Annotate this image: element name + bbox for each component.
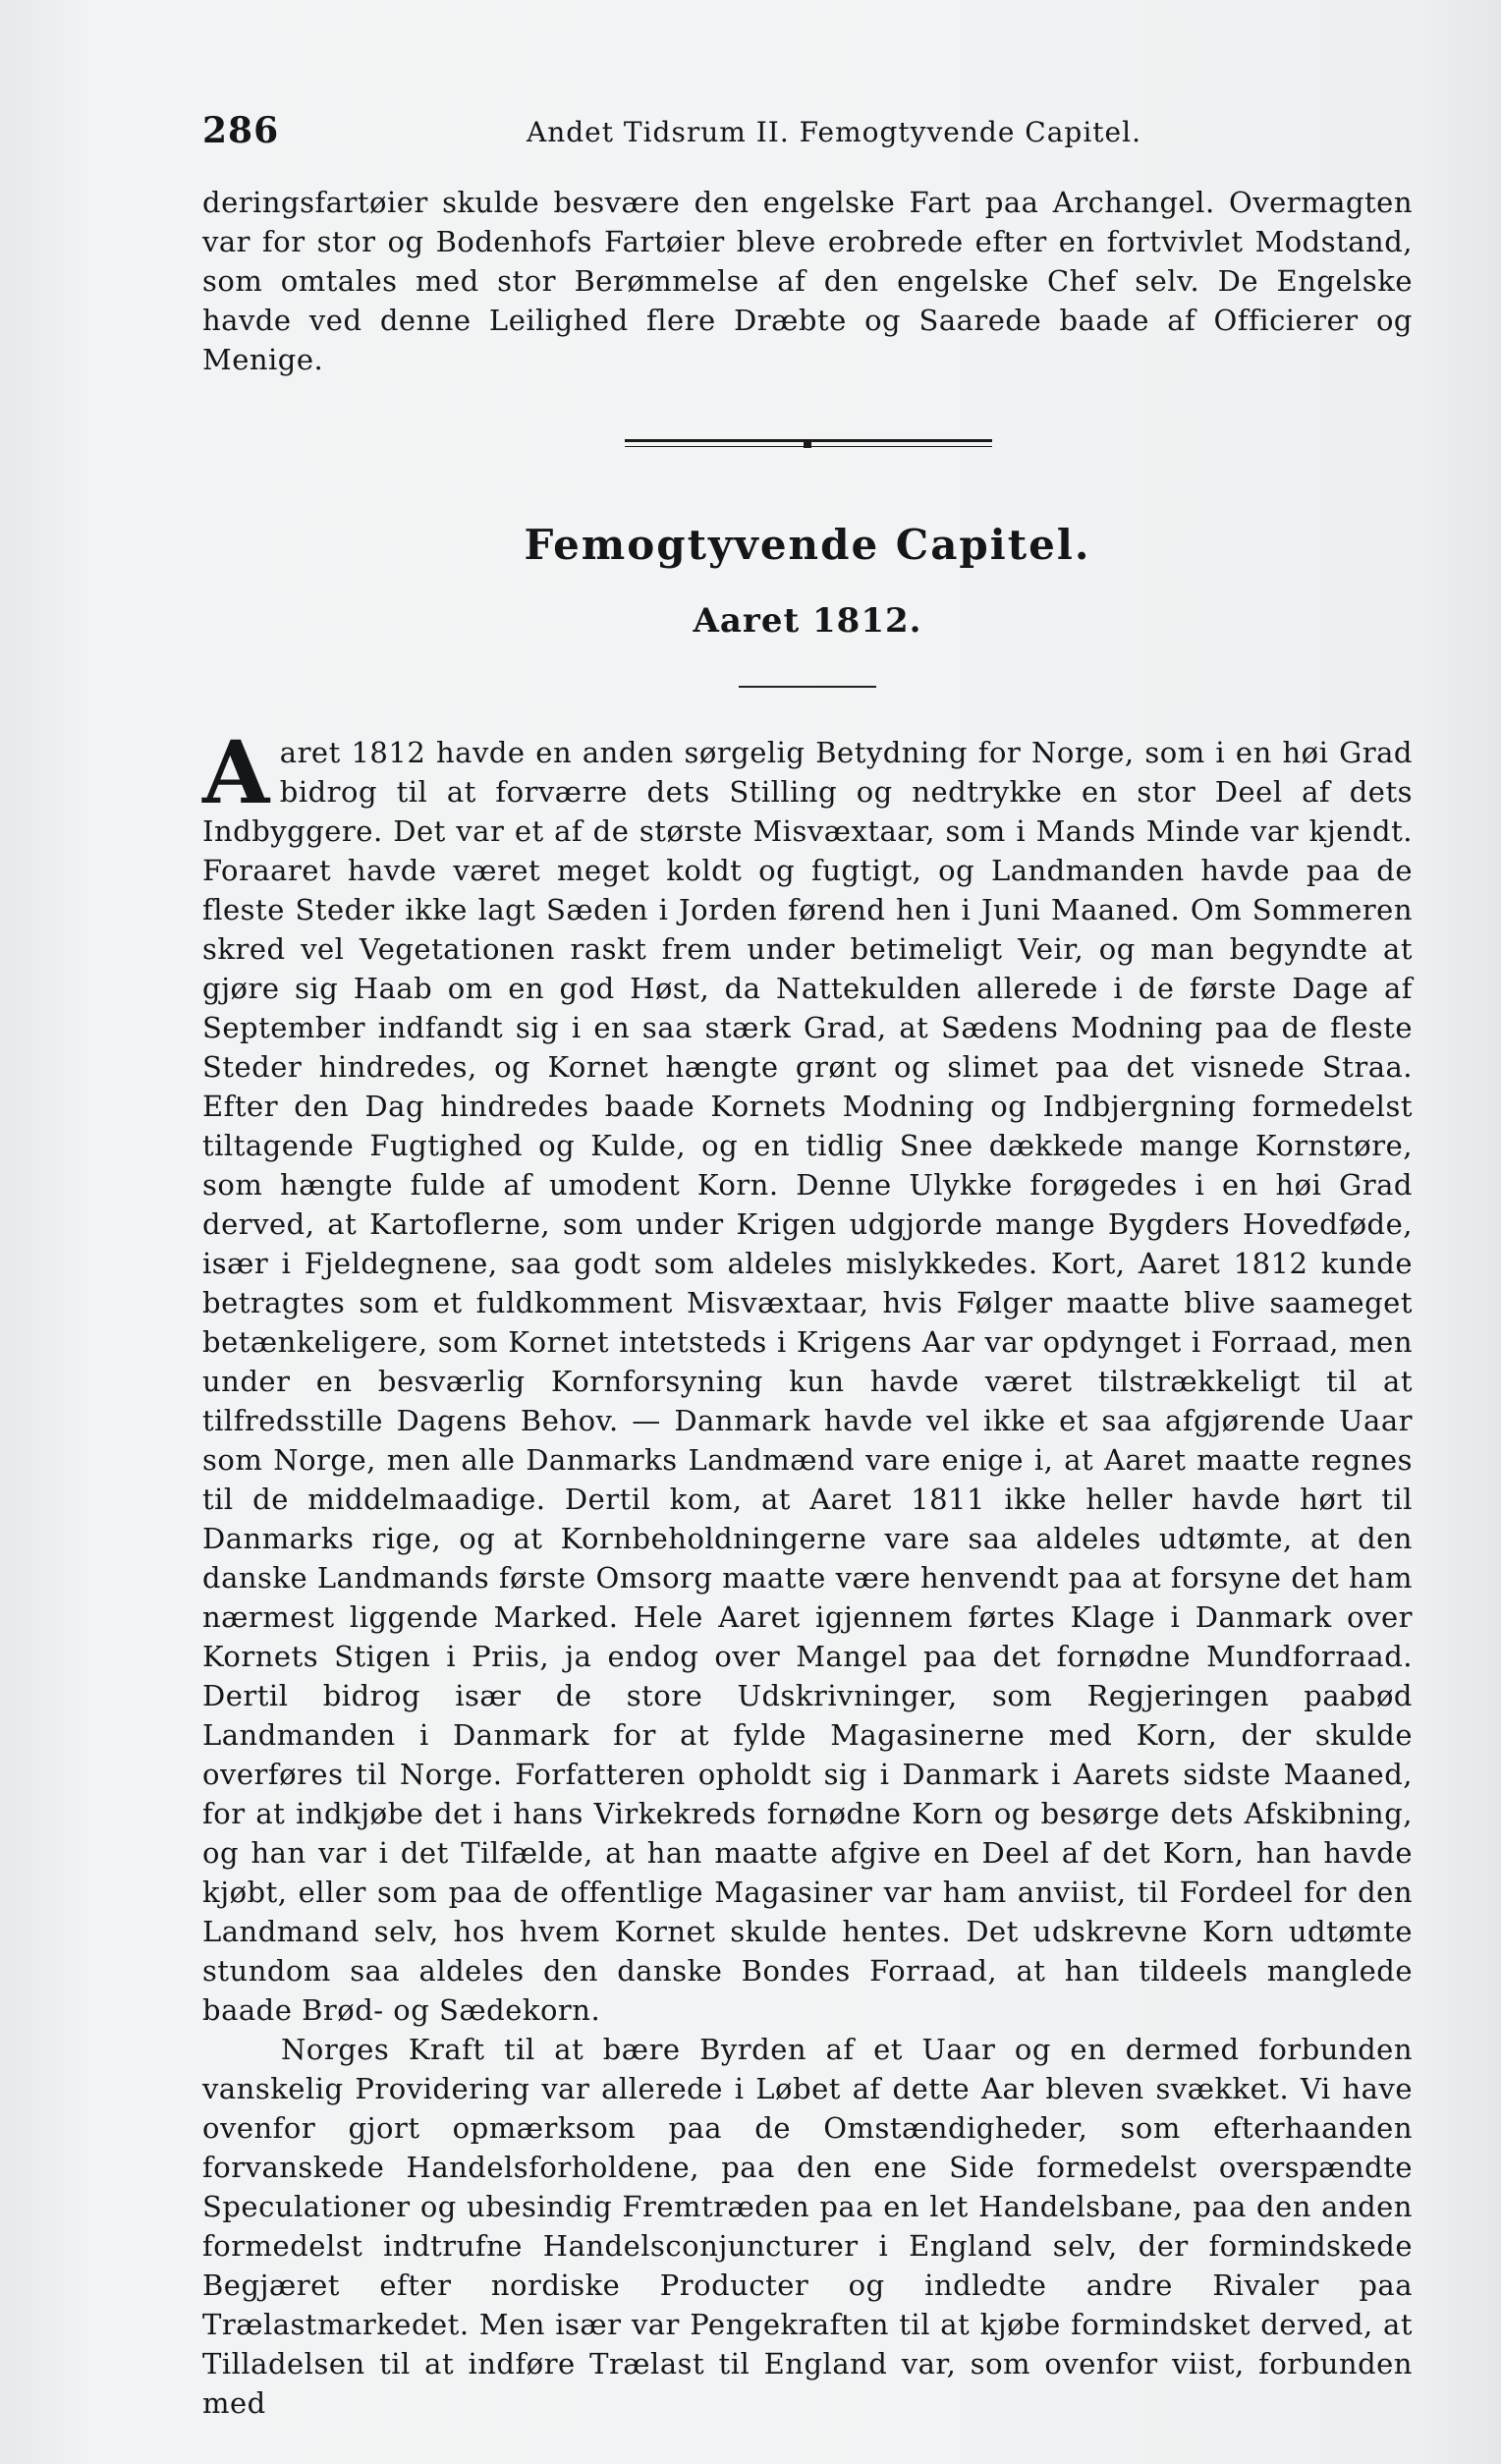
- drop-cap: A: [202, 721, 270, 823]
- chapter-body: [202, 721, 1413, 2423]
- page-header: [202, 110, 1413, 169]
- continued-paragraph: deringsfartøier skulde besvære den engelske Fart paa Archangel. Overmagten var for stor og Bodenhofs Fartøier bleve erobrede efter en fortvivlet Modstand, som omtales med stor Berømmelse af den engelske Chef selv. De Engelske havde ved denne Leilighed flere Dræbte og Saarede baade af Officierer og Menige.: [202, 186, 1413, 376]
- section-divider: [625, 439, 992, 451]
- paragraph-2: Norges Kraft til at bære Byrden af et Uaar og en dermed forbunden vanskelig Providering var allerede i Løbet af dette Aar bleven svækket. Vi have ovenfor gjort opmærksom paa de Omstændigheder, som efterhaanden forvanskede Handelsforholdene, paa den ene Side formedelst overspændte Speculationer og ubesindig Fremtræden paa en let Handelsbane, paa den anden formedelst indtrufne Handelsconjuncturer i England selv, der formindskede Begjæret efter nordiske Producter og indledte andre Rivaler paa Trælastmarkedet. Men især var Pengekraften til at kjøbe formindsket derved, at Tilladelsen til at indføre Trælast til England var, som ovenfor viist, forbunden med: [202, 2033, 1413, 2420]
- running-head: Andet Tidsrum II. Femogtyvende Capitel.: [527, 116, 1141, 148]
- paragraph-1-text: aret 1812 havde en anden sørgelig Betydning for Norge, som i en høi Grad bidrog til at forværre dets Stilling og nedtrykke en stor Deel af dets Indbyggere. Det var et af de største Misvæxtaar, som i Mands Minde var kjendt. Foraaret havde været meget koldt og fugtigt, og Landmanden havde paa de fleste Steder ikke lagt Sæden i Jorden førend hen i Juni Maaned. Om Sommeren skred vel Vegetationen raskt frem under betimeligt Veir, og man begyndte at gjøre sig Haab om en god Høst, da Nattekulden allerede i de første Dage af September indfandt sig i en saa stærk Grad, at Sædens Modning paa de fleste Steder hindredes, og Kornet hængte grønt og slimet paa det visnede Straa. Efter den Dag hindredes baade Kornets Modning og Indbjergning formedelst tiltagende Fugtighed og Kulde, og en tidlig Snee dækkede mange Kornstøre, som hængte fulde af umodent Korn. Denne Ulykke forøgedes i en høi Grad derved, at Kartoflerne, som under Krigen udgjorde mange Bygders Hovedføde, især i Fjeldegnene, saa godt som aldeles mislykkedes. Kort, Aaret 1812 kunde betragtes som et fuldkomment Misvæxtaar, hvis Følger maatte blive saameget betænkeligere, som Kornet intetsteds i Krigens Aar var opdynget i Forraad, men under en besværlig Kornforsyning kun havde været tilstrækkeligt til at tilfredsstille Dagens Behov. — Danmark havde vel ikke et saa afgjørende Uaar som Norge, men alle Danmarks Landmænd vare enige i, at Aaret maatte regnes til de middelmaadige. Dertil kom, at Aaret 1811 ikke heller havde hørt til Danmarks rige, og at Kornbeholdningerne vare saa aldeles udtømte, at den danske Landmands første Omsorg maatte være henvendt paa at forsyne det ham nærmest liggende Marked. Hele Aaret igjennem førtes Klage i Danmark over Kornets Stigen i Priis, ja endog over Mangel paa det fornødne Mundforraad. Dertil bidrog især de store Udskrivninger, som Regjeringen paabød Landmanden i Danmark for at fylde Magasinerne med Korn, der skulde overføres til Norge. Forfatteren opholdt sig i Danmark i Aarets sidste Maaned, for at indkjøbe det i hans Virkekreds fornødne Korn og besørge dets Afskibning, og han var i det Tilfælde, at han maatte afgive en Deel af det Korn, han havde kjøbt, eller som paa de offentlige Magasiner var ham anviist, til Fordeel for den Landmand selv, hos hvem Kornet skulde hentes. Det udskrevne Korn udtømte stundom saa aldeles den danske Bondes Forraad, at han tildeels manglede baade Brød- og Sædekorn.: [202, 736, 1413, 2027]
- page-number: 286: [202, 110, 280, 151]
- chapter-title: Femogtyvende Capitel.: [524, 521, 1091, 569]
- chapter-subtitle: Aaret 1812.: [693, 601, 922, 641]
- paragraph-1: [202, 721, 1413, 2030]
- title-rule: [739, 686, 876, 688]
